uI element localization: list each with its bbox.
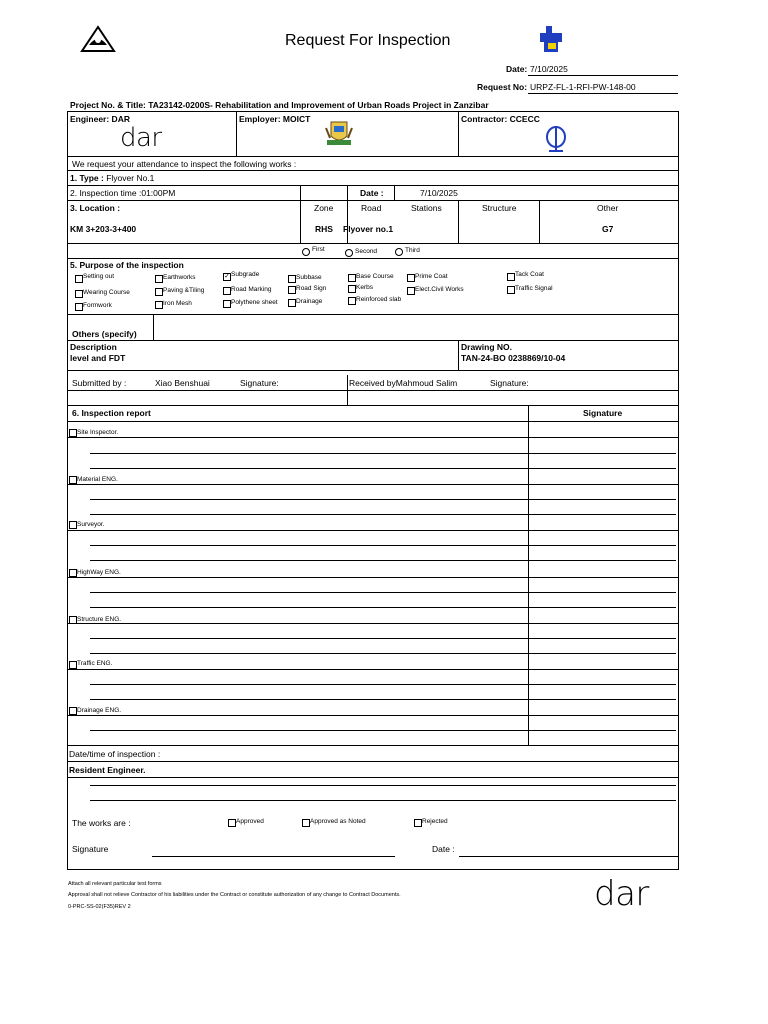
prime-coat-label: Prime Coat: [415, 273, 448, 280]
request-no-value: URPZ-FL-1-RFI-PW-148-00: [530, 82, 636, 92]
traffic-eng-label: Traffic ENG.: [77, 660, 113, 667]
wearing-course-checkbox[interactable]: [75, 290, 83, 298]
submitted-label: Submitted by :: [72, 378, 127, 388]
col-structure: Structure: [482, 203, 517, 213]
formwork-checkbox[interactable]: [75, 303, 83, 311]
second-radio[interactable]: [345, 249, 353, 257]
report-heading: 6. Inspection report: [72, 408, 151, 418]
ministry-icon: [536, 24, 566, 54]
wearing-course-label: Wearing Course: [83, 289, 130, 296]
highway-eng-checkbox[interactable]: [69, 569, 77, 577]
works-are-label: The works are :: [72, 818, 131, 828]
employer-label: Employer: MOICT: [239, 114, 311, 124]
col-zone: Zone: [314, 203, 334, 213]
description-label: Description: [70, 342, 117, 352]
received-by-label: Received by: [349, 378, 396, 388]
inspection-date-value: 7/10/2025: [420, 188, 458, 198]
engineer-label: Engineer: DAR: [70, 114, 130, 124]
subbase-label: Subbase: [296, 274, 322, 281]
location-other: G7: [602, 224, 614, 234]
drainage-eng-label: Drainage ENG.: [77, 707, 122, 714]
drainage-eng-checkbox[interactable]: [69, 707, 77, 715]
purpose-heading: 5. Purpose of the inspection: [70, 260, 184, 270]
traffic-signal-checkbox[interactable]: [507, 286, 515, 294]
subbase-checkbox[interactable]: [288, 275, 296, 283]
submitted-signature-label: Signature:: [240, 378, 279, 388]
received-name: Mahmoud Salim: [395, 378, 458, 388]
polythene-label: Polythene sheet: [231, 299, 278, 306]
approved-label: Approved: [236, 818, 264, 825]
others-label: Others (specify): [72, 329, 137, 339]
request-no-label: Request No:: [477, 82, 528, 92]
base-course-checkbox[interactable]: [348, 274, 356, 282]
second-label: Second: [355, 248, 378, 255]
surveyor-checkbox[interactable]: [69, 521, 77, 529]
page-title: Request For Inspection: [285, 32, 451, 49]
first-label: First: [312, 246, 325, 253]
iron-mesh-label: Iron Mesh: [163, 300, 192, 307]
approved-checkbox[interactable]: [228, 819, 236, 827]
polythene-checkbox[interactable]: [223, 300, 231, 308]
submitted-name: Xiao Benshuai: [155, 378, 210, 388]
location-label: 3. Location :: [70, 203, 121, 213]
road-marking-checkbox[interactable]: [223, 287, 231, 295]
rejected-checkbox[interactable]: [414, 819, 422, 827]
subgrade-label: Subgrade: [231, 271, 260, 278]
intro-text: We request your attendance to inspect the following works :: [72, 159, 297, 169]
col-other: Other: [597, 203, 619, 213]
footer-line-3: 0-PRC-SS-02(F35)REV 2: [68, 904, 131, 910]
setting-out-checkbox[interactable]: [75, 275, 83, 283]
traffic-signal-label: Traffic Signal: [515, 285, 553, 292]
report-signature-heading: Signature: [583, 408, 623, 418]
footer-line-1: Attach all relevant particular test forms: [68, 881, 162, 887]
subgrade-checkbox[interactable]: ✓: [224, 273, 230, 280]
surveyor-label: Surveyor.: [77, 521, 105, 528]
col-stations: Stations: [411, 203, 442, 213]
footer-line-2: Approval shall not relieve Contractor of his liabilities under the Contract or constitute authorization of any change to Contract Documents.: [68, 892, 401, 898]
location-zone: RHS: [315, 224, 333, 234]
location-road: Flyover no.1: [343, 224, 394, 234]
resident-engineer-label: Resident Engineer.: [69, 765, 146, 775]
site-inspector-label: Site Inspector.: [77, 429, 119, 436]
first-radio[interactable]: [302, 248, 310, 256]
kerbs-checkbox[interactable]: [348, 285, 356, 293]
approval-date-label: Date :: [432, 844, 455, 854]
kerbs-label: Kerbs: [356, 284, 373, 291]
earthworks-label: Earthworks: [163, 274, 196, 281]
received-label: [349, 378, 457, 388]
third-radio[interactable]: [395, 248, 403, 256]
drainage-checkbox[interactable]: [288, 299, 296, 307]
datetime-label: Date/time of inspection :: [69, 749, 161, 759]
site-inspector-checkbox[interactable]: [69, 429, 77, 437]
date-value: 7/10/2025: [530, 64, 568, 74]
highway-eng-label: HighWay ENG.: [77, 569, 121, 576]
approved-noted-checkbox[interactable]: [302, 819, 310, 827]
description-value: level and FDT: [70, 353, 126, 363]
third-label: Third: [405, 247, 420, 254]
rejected-label: Rejected: [422, 818, 448, 825]
drawing-label: Drawing NO.: [461, 342, 513, 352]
earthworks-checkbox[interactable]: [155, 275, 163, 283]
location-km: KM 3+203-3+400: [70, 224, 137, 234]
dar-logo: dar: [120, 123, 162, 153]
material-eng-checkbox[interactable]: [69, 476, 77, 484]
tack-coat-checkbox[interactable]: [507, 273, 515, 281]
inspection-time: 2. Inspection time :01:00PM: [70, 188, 176, 198]
iron-mesh-checkbox[interactable]: [155, 301, 163, 309]
contractor-label: Contractor: CCECC: [461, 114, 540, 124]
contractor-logo-icon: [545, 125, 567, 153]
type-value: Flyover No.1: [103, 173, 155, 183]
project-title: Project No. & Title: TA23142-0200S- Rehabilitation and Improvement of Urban Roads Project in Zanzibar: [70, 100, 489, 110]
type-row: [70, 173, 154, 183]
elect-civil-checkbox[interactable]: [407, 287, 415, 295]
signature-label: Signature: [72, 844, 109, 854]
company-logo: [80, 25, 116, 53]
paving-tiling-checkbox[interactable]: [155, 288, 163, 296]
inspection-date-label: Date :: [360, 188, 384, 198]
road-sign-checkbox[interactable]: [288, 286, 296, 294]
road-sign-label: Road Sign: [296, 285, 327, 292]
material-eng-label: Material ENG.: [77, 476, 118, 483]
road-marking-label: Road Marking: [231, 286, 272, 293]
received-signature-label: Signature:: [490, 378, 529, 388]
tack-coat-label: Tack Coat: [515, 271, 544, 278]
traffic-eng-checkbox[interactable]: [69, 661, 77, 669]
drainage-label: Drainage: [296, 298, 323, 305]
type-label: 1. Type :: [70, 173, 104, 183]
prime-coat-checkbox[interactable]: [407, 274, 415, 282]
col-road: Road: [361, 203, 382, 213]
reinforced-slab-checkbox[interactable]: [348, 297, 356, 305]
base-course-label: Base Course: [356, 273, 394, 280]
structure-eng-label: Structure ENG.: [77, 616, 122, 623]
employer-crest-icon: [324, 118, 354, 150]
drawing-value: TAN-24-BO 0238869/10-04: [461, 353, 566, 363]
paving-tiling-label: Paving &Tiling: [163, 287, 205, 294]
approved-noted-label: Approved as Noted: [310, 818, 366, 825]
date-label: Date:: [506, 64, 528, 74]
footer-dar-logo: dar: [594, 874, 649, 914]
elect-civil-label: Elect.Civil Works: [415, 286, 464, 293]
reinforced-slab-label: Reinforced slab: [356, 296, 402, 303]
formwork-label: Formwork: [83, 302, 112, 309]
setting-out-label: Setting out: [83, 273, 115, 280]
